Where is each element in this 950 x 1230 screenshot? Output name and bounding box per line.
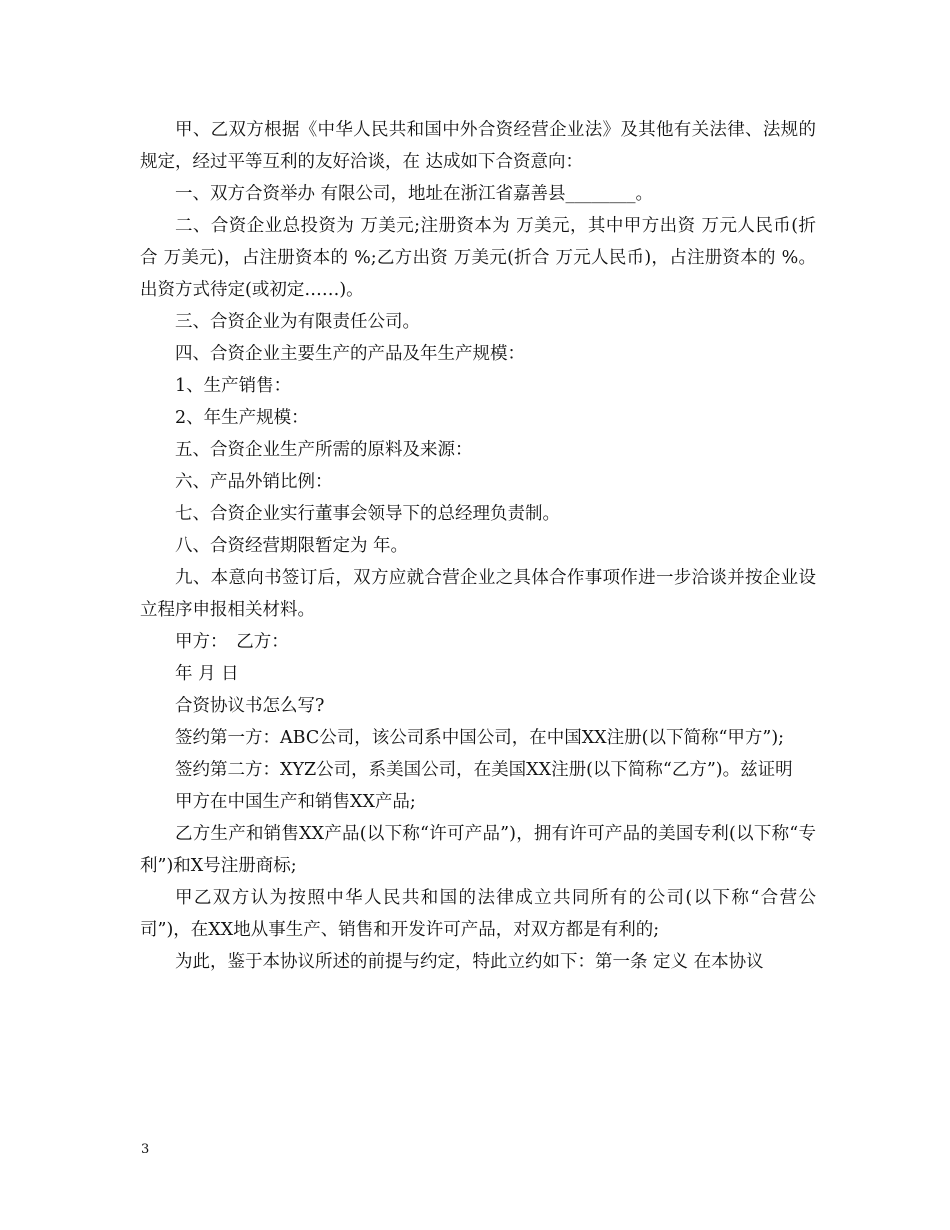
paragraph-date: 年 月 日	[175, 664, 239, 684]
paragraph-intro: 甲、乙双方根据《中华人民共和国中外合资经营企业法》及其他有关法律、法规的规定，经过平等互利的友好洽谈，在 达成如下合资意向：	[140, 120, 816, 172]
paragraph-clause-9: 九、本意向书签订后，双方应就合营企业之具体合作事项作进一步洽谈并按企业设立程序申报相关材料。	[140, 568, 816, 620]
paragraph-clause-5: 五、合资企业生产所需的原料及来源：	[175, 440, 473, 460]
paragraph-recital-1: 甲方在中国生产和销售XX产品;	[175, 792, 416, 812]
paragraph-clause-3: 三、合资企业为有限责任公司。	[175, 312, 420, 332]
page-number: 3	[141, 1142, 150, 1157]
paragraph-clause-7: 七、合资企业实行董事会领导下的总经理负责制。	[175, 504, 560, 524]
paragraph-clause-6: 六、产品外销比例：	[175, 472, 333, 492]
paragraph-clause-4-1: 1、生产销售：	[175, 376, 292, 396]
paragraph-agreement-start: 为此，鉴于本协议所述的前提与约定，特此立约如下：第一条 定义 在本协议	[175, 952, 764, 972]
paragraph-clause-4: 四、合资企业主要生产的产品及年生产规模：	[175, 344, 525, 364]
paragraph-clause-8: 八、合资经营期限暂定为 年。	[175, 536, 409, 556]
paragraph-section-heading: 合资协议书怎么写?	[175, 696, 325, 716]
paragraph-clause-1: 一、双方合资举办 有限公司，地址在浙江省嘉善县________。	[175, 184, 654, 204]
paragraph-clause-4-2: 2、年生产规模：	[175, 408, 309, 428]
paragraph-first-party: 签约第一方：ABC公司，该公司系中国公司，在中国XX注册(以下简称“甲方”);	[175, 728, 785, 748]
paragraph-clause-2: 二、合资企业总投资为 万美元;注册资本为 万美元，其中甲方出资 万元人民币(折合 万美元)，占注册资本的 %;乙方出资 万美元(折合 万元人民币)，占注册资本的 %。出资方式待定(或初定……)。	[140, 216, 816, 300]
paragraph-recital-3: 甲乙双方认为按照中华人民共和国的法律成立共同所有的公司(以下称“合营公司”)，在XX地从事生产、销售和开发许可产品，对双方都是有利的;	[140, 888, 816, 940]
paragraph-second-party: 签约第二方：XYZ公司，系美国公司，在美国XX注册(以下简称“乙方”)。兹证明	[175, 760, 793, 780]
document-body	[140, 114, 816, 978]
paragraph-recital-2: 乙方生产和销售XX产品(以下称“许可产品”)，拥有许可产品的美国专利(以下称“专利”)和X号注册商标;	[140, 824, 816, 876]
paragraph-signature-parties: 甲方： 乙方：	[175, 632, 289, 652]
